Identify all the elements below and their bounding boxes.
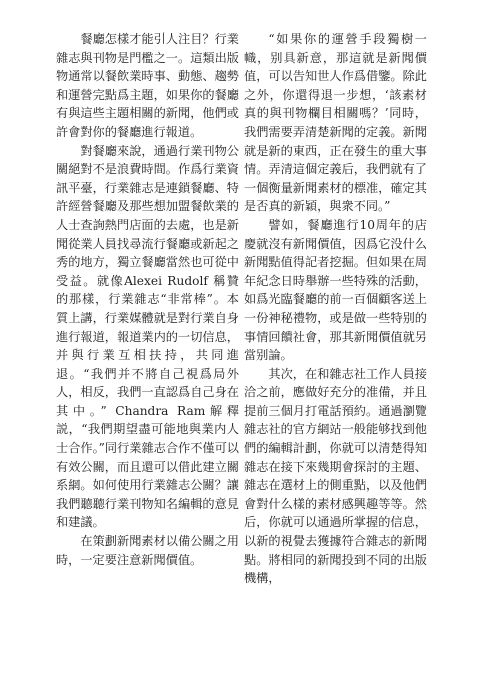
right-column (244, 30, 427, 588)
paragraph: 其次，在和雜志社工作人員接洽之前，應做好充分的准備，并且提前三個月打電話預約。通過瀏覽雜志社的官方網站一般能够找到他們的編輯計劃，你就可以清楚得知雜志在接下來幾期會探討的主題、雜志在選材上的側重點，以及他們會對什么樣的素材感興趣等等。然后，你就可以通過所掌握的信息，以新的視覺去獲據符合雜志的新聞點。將相同的新聞投到不同的出版機構， (244, 366, 427, 586)
paragraph: 譬如，餐廳進行10周年的店慶就沒有新聞價值，因爲它没什么新聞點值得記者挖掘。但如果在周年紀念日時舉辦一些特殊的活動，如爲光臨餐廳的前一百個顧客送上一份神秘禮物，或是做一些特别的事情回饋社會，那其新聞價值就另當别論。 (244, 217, 427, 363)
paragraph: 對餐廳來說，通過行業刊物公關絕對不是浪費時間。作爲行業資訊平臺，行業雜志是連鎖餐廳、特許經營餐廳及那些想加盟餐飲業的人士查詢熱門店面的去處，也是新聞從業人員找尋流行餐廳或新起之秀的地方，獨立餐廳當然也可從中受益。就像Alexei Rudolf 稱贊的那樣，行業雜志“非常棒”。本質上講，行業媒體就是對行業自身進行報道，報道業内的一切信息，并與行業互相扶持，共同進退。“我們并不將自己視爲局外人，相反，我們一直認爲自己身在其中。” Chandra Ram解釋説，“我們期望盡可能地與業内人士合作。”同行業雜志合作不僅可以有效公關，而且還可以借此建立關系網。如何使用行業雜志公關？讓我們聽聽行業刊物知名編輯的意見和建議。 (56, 143, 239, 530)
left-column (56, 30, 239, 569)
paragraph: 餐廳怎樣才能引人注目？行業雜志與刊物是門檻之一。這類出版物通常以餐飲業時事、動態、趨勢和運營完點爲主題，如果你的餐廳有與這些主題相關的新聞，他們或許會對你的餐廳進行報道。 (56, 32, 239, 139)
paragraph: “如果你的運營手段獨樹一幟，别具新意，那這就是新聞價值，可以告知世人作爲借鑒。除此之外，你還得退一步想，‘該素材真的與刊物欄目相關嗎？’同時，我們需要弄清楚新聞的定義。新聞就是新的東西，正在發生的重大事情。弄清這個定義后，我們就有了一個衡量新聞素材的標准，確定其是否真的新穎，與衆不同。” (244, 32, 427, 214)
paragraph: 在策劃新聞素材以備公關之用時，一定要注意新聞價值。 (56, 534, 239, 567)
